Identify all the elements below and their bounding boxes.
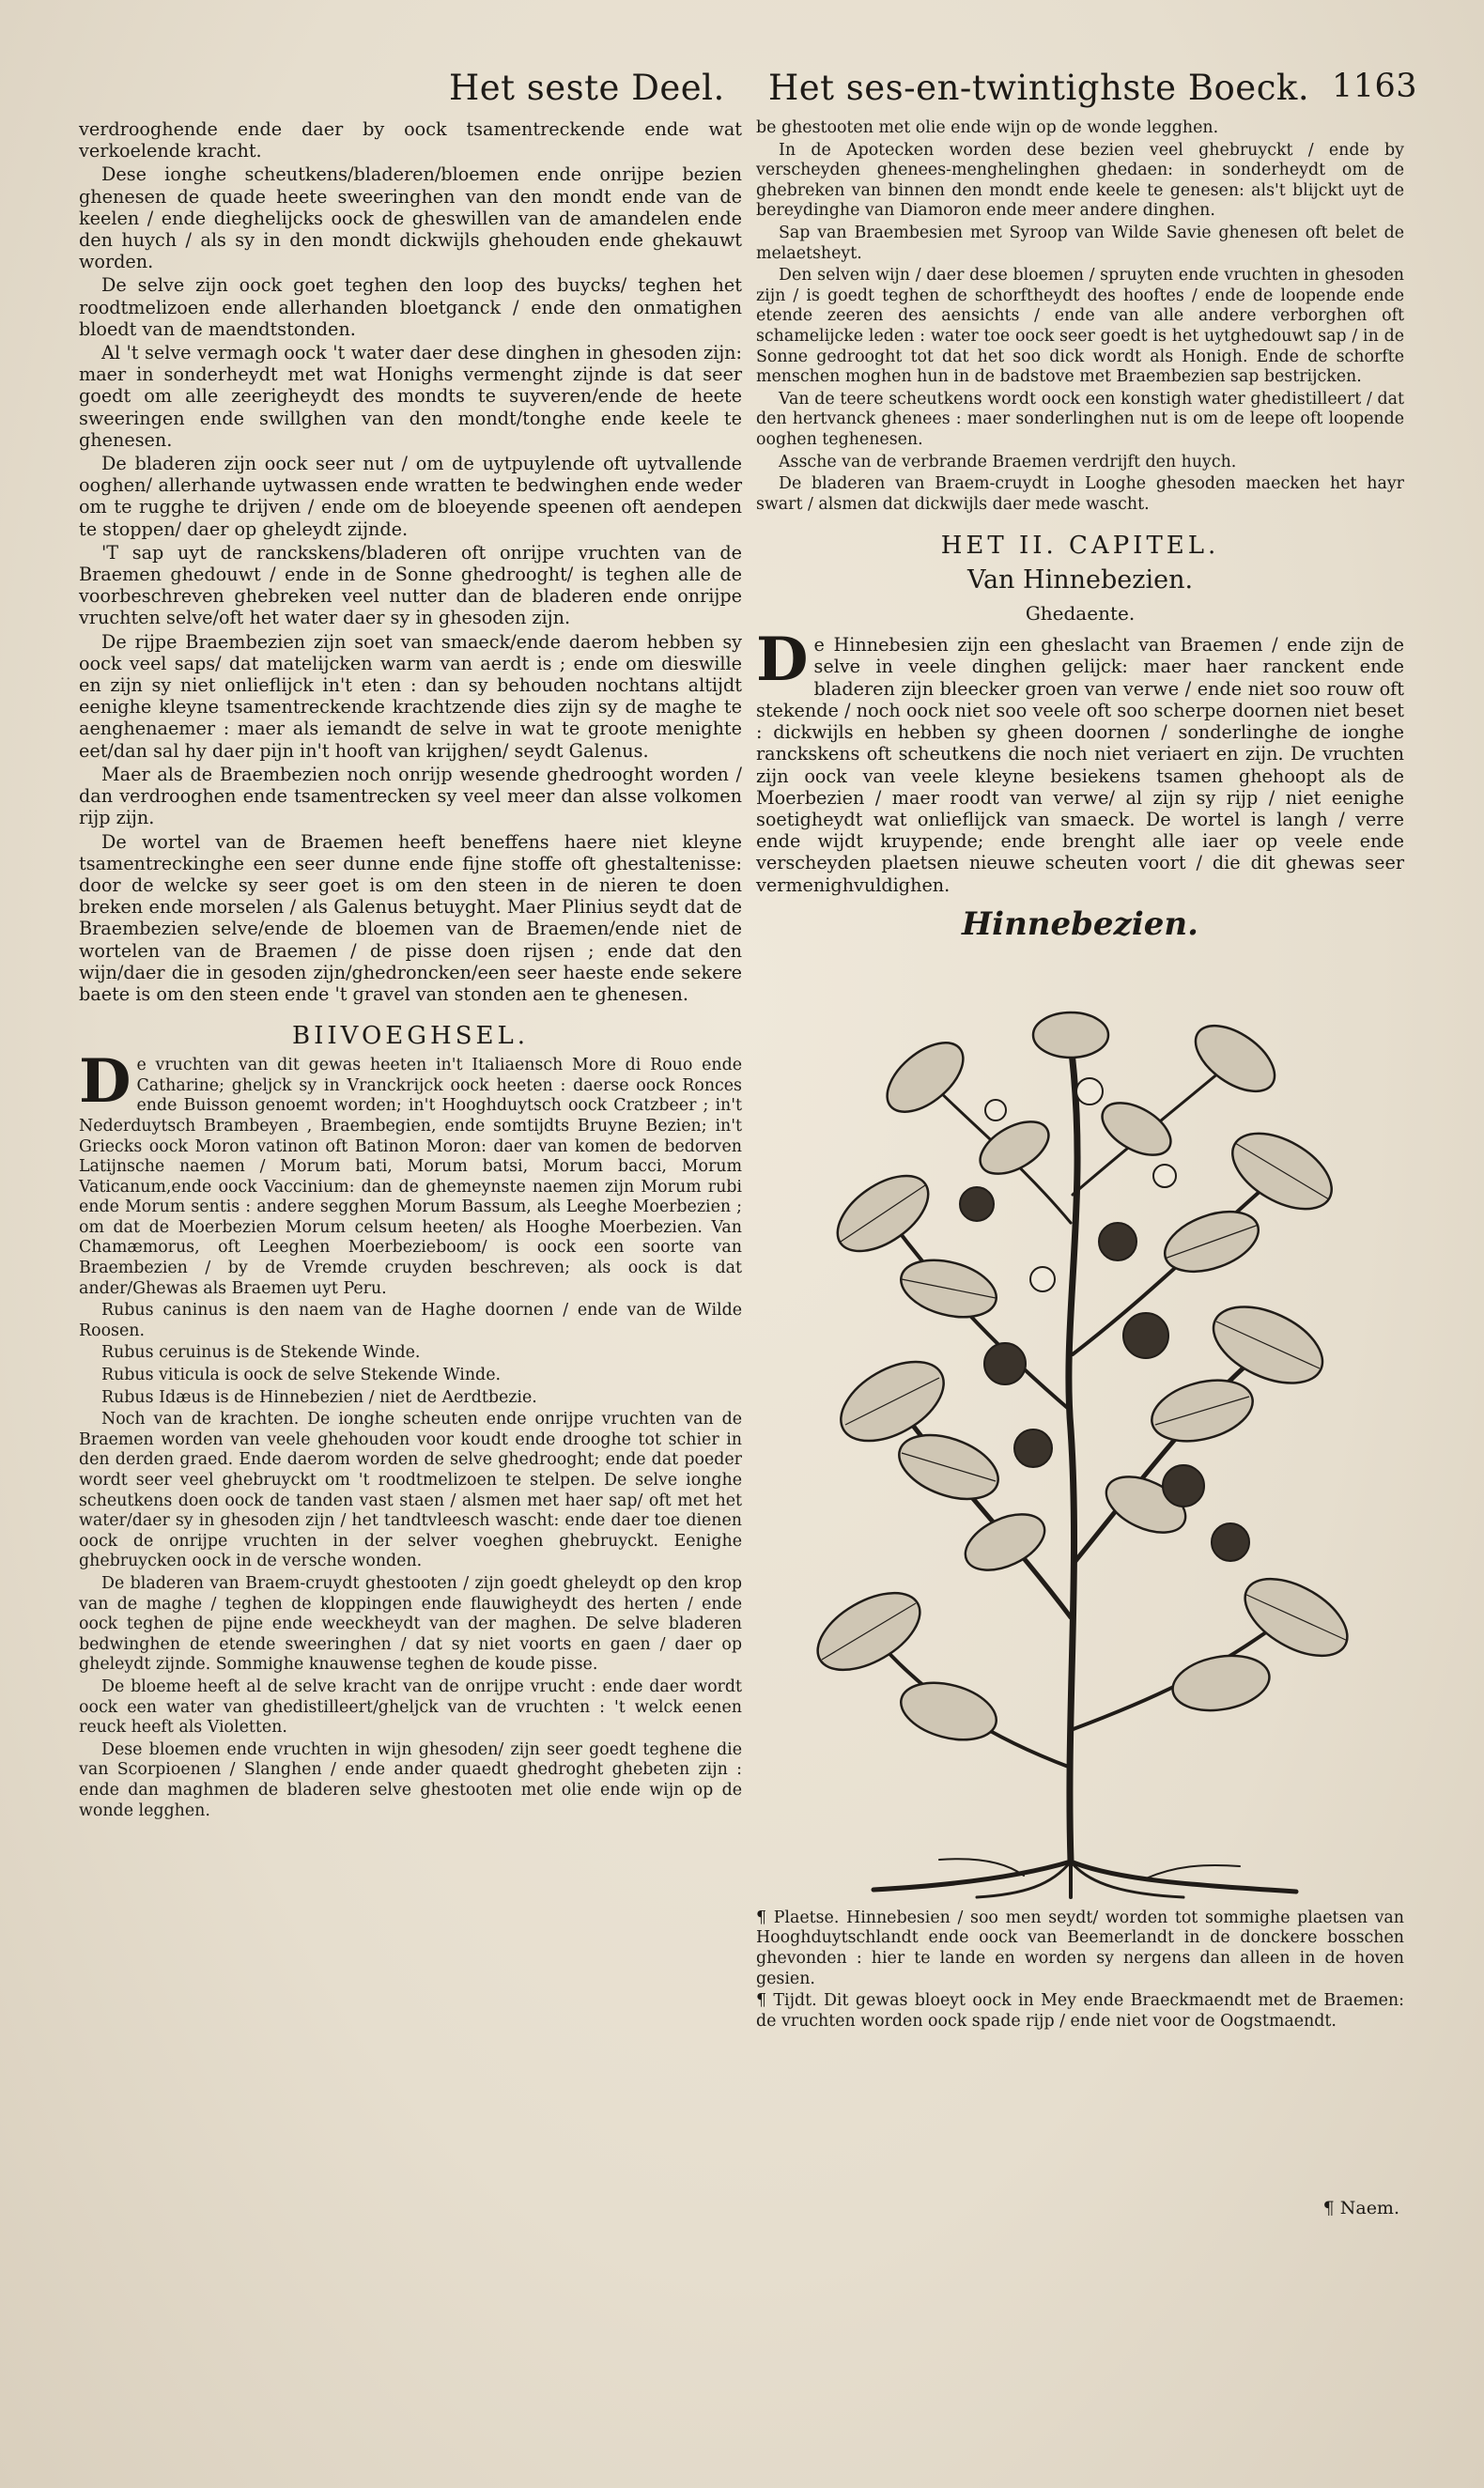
- additions: [79, 1046, 742, 1821]
- paragraph: Assche van de verbrande Braemen verdrijft den huych.: [779, 452, 1237, 471]
- paragraph: De bloeme heeft al de selve kracht van de onrijpe vrucht : ende daer wordt oock een water van ghedistilleert/gheljck van de vruchten : 't welck eenen reuck heeft als Violetten.: [79, 1677, 742, 1738]
- paragraph: De vruchten van dit gewas heeten in't Italiaensch More di Rouo ende Catharine; gheljck sy in Vranckrijck oock heeten : daerse oock Ronces ende Buisson genoemt worden; in't Hooghduytsch oock Cratzbeer ; in't Nederduytsch Brambeyen , Braembegien, ende somtijdts Bruyne Bezien; in't Griecks oock Moron vatinon oft Batinon Moron: daer van komen de bedorven Latijnsche naemen / Morum bati, Morum batsi, Morum bacci, Morum Vaticanum,ende oock Vaccinium: dan de ghemeynste naemen zijn Morum rubi ende Morum sentis : andere segghen Morum Bassum, als Leeghe Moerbezien ; om dat de Moerbezien Morum celsum heeten/ als Hooghe Moerbezien. Van Chamæmorus, oft Leeghen Moerbezieboom/ is oock een soorte van Braembezien / by de Vremde cruyden beschreven; als oock is dat ander/Ghewas als Braemen uyt Peru.: [79, 1046, 742, 1298]
- paragraph: be ghestooten met olie ende wijn op de wonde legghen.: [756, 118, 1219, 137]
- chapter-heading: HET II. CAPITEL.: [940, 532, 1220, 561]
- chapter-text: De Hinnebesien zijn een gheslacht van Braemen / ende zijn de selve in veele dinghen gelijck: maer haer ranckent ende bladeren zijn bleecker groen van verwe / ende niet soo rouw oft stekende / noch oock niet soo veele oft soo scherpe doornen niet beset : dickwijls en hebben sy gheen doornen / sonderlinghe de ionghe ranckskens oft scheutkens die noch niet veriaert en zijn. De vruchten zijn oock van veele kleyne besiekens tsamen ghehoopt als de Moerbezien / maer roodt van verwe/ al zijn sy rijp / niet eenighe soetigheydt wat onlieflijck van smaeck. De wortel is langh / verre ende wijdt kruypende; ende brenght alle iaer op veele ende verscheyden plaetsen nieuwe scheuten voort / die dit ghewas seer vermenighvuldighen.: [756, 625, 1404, 896]
- running-head-center: Het ses-en-twintighste Boeck.: [768, 68, 1310, 108]
- paragraph: Noch van de krachten. De ionghe scheuten ende onrijpe vruchten van de Braemen worden van veele ghehouden voor koudt ende drooghe tot schier in den derden graed. Ende daerom worden de selve ghedrooght; ende dat poeder wordt seer veel ghebruyckt om 't roodtmelizoen te stelpen. De selve ionghe scheutkens doen oock de tanden vast staen / alsmen met haer sap/ oft met het water/daer sy in ghesoden zijn / het tandtvleesch wascht: ende daer toe dienen oock de onrijpe vruchten in der selver voeghen ghebruyckt. Eenighe ghebruycken oock in de versche wonden.: [79, 1410, 742, 1571]
- paragraph: De bladeren van Braem-cruydt in Looghe ghesoden maecken het hayr swart / alsmen dat dickwijls daer mede wascht.: [756, 474, 1404, 514]
- plate-title: Hinnebezien.: [962, 904, 1198, 943]
- paragraph: Al 't selve vermagh oock 't water daer dese dinghen in ghesoden zijn: maer in sonderheydt met wat Honighs vermenght zijnde is dat seer goedt om alle zeerigheydt des mondts te suyveren/ende de heete sweeringen ende swillghen van den mondt/tonghe ende keele te ghenesen.: [79, 342, 742, 451]
- paragraph: Sap van Braembesien met Syroop van Wilde Savie ghenesen oft belet de melaetsheyt.: [756, 223, 1404, 263]
- paragraph: De bladeren zijn oock seer nut / om de uytpuylende oft uytvallende ooghen/ allerhande uytwassen ende wratten te bedwinghen ende weder om te rugghe te drijven / ende om de bloeyende speenen oft aendepen te stoppen/ daer op gheleydt zijnde.: [79, 453, 742, 540]
- paragraph: ¶ Tijdt. Dit gewas bloeyt oock in Mey ende Braeckmaendt met de Braemen: de vruchten worden oock spade rijp / ende niet voor de Oogstmaendt.: [756, 1991, 1404, 2031]
- paragraph: De rijpe Braembezien zijn soet van smaeck/ende daerom hebben sy oock veel saps/ dat matelijcken warm van aerdt is ; ende om dieswille en zijn sy niet onlieflijck in't eten : dan sy behouden nochtans altijdt eenighe kleyne tsamentreckende krachtzende dies zijn sy de maghe te aenghenaemer : maer als iemandt de selve in wat te groote menighte eet/dan sal hy daer pijn in't hooft van krijghen/ seydt Galenus.: [79, 630, 742, 762]
- right-column: [756, 118, 1404, 2033]
- right-intro: [756, 118, 1404, 515]
- paragraph: In de Apotecken worden dese bezien veel ghebruyckt / ende by verscheyden ghenees-menghelinghen ghedaen: in sonderheydt om de ghebreken van binnen den mondt ende keele te genesen: als't blijckt uyt de bereydinghe van Diamoron ende meer andere dinghen.: [756, 140, 1404, 221]
- catchword: ¶ Naem.: [1322, 2198, 1399, 2218]
- paragraph: Rubus caninus is den naem van de Haghe doornen / ende van de Wilde Roosen.: [79, 1301, 742, 1340]
- paragraph: Rubus Idæus is de Hinnebezien / niet de Aerdtbezie.: [101, 1387, 537, 1407]
- paragraph: 'T sap uyt de ranckskens/bladeren oft onrijpe vruchten van de Braemen ghedouwt / ende in de Sonne ghedrooght/ is teghen alle de voorbeschreven ghebreken veel nutter dan de bladeren ende onrijpe vruchten selve/oft het water daer sy in ghesoden zijn.: [79, 541, 742, 629]
- paragraph: Van de teere scheutkens wordt oock een konstigh water ghedistilleert / dat den hertvanck ghenees : maer sonderlinghen nut is om de leepe oft loopende ooghen teghenesen.: [756, 389, 1404, 449]
- description-heading: Ghedaente.: [1025, 602, 1136, 626]
- page-number: 1163: [1332, 68, 1418, 105]
- paragraph: Maer als de Braembezien noch onrijp wesende ghedrooght worden / dan verdrooghen ende tsamentrecken sy veel meer dan alsse volkomen rijp zijn.: [79, 763, 742, 829]
- raspberry-woodcut-illustration: [789, 960, 1371, 1899]
- chapter-title: Van Hinnebezien.: [966, 565, 1194, 595]
- paragraph: De wortel van de Braemen heeft beneffens haere niet kleyne tsamentreckinghe een seer dunne ende fijne stoffe oft ghestaltenisse: door de welcke sy seer goet is om den steen in de nieren te doen breken ende morselen / als Galenus betuyght. Maer Plinius seydt dat de Braembezien selve/ende de bloemen van de Braemen/ende niet de wortelen van de Braemen / de pisse doen rijsen ; ende dat den wijn/daer die in gesoden zijn/ghedroncken/een seer haeste ende sekere baete is om den steen ende 't gravel van stonden aen te ghenesen.: [79, 830, 742, 1005]
- paragraph: De bladeren van Braem-cruydt ghestooten / zijn goedt gheleydt op den krop van de maghe / teghen de kloppingen ende flauwigheydt des herten / ende oock teghen de pijne ende weeckheydt van der maghen. De selve bladeren bedwinghen de etende sweeringhen / dat sy niet voorts en gaen / daer op gheleydt zijnde. Sommighe knauwense teghen de koude pisse.: [79, 1573, 742, 1675]
- left-column: [79, 118, 742, 1823]
- paragraph: Dese ionghe scheutkens/bladeren/bloemen ende onrijpe bezien ghenesen de quade heete sweeringhen van den mondt ende van de keelen / ende dieghelijcks oock de gheswillen van de amandelen ende den huych / als sy in den mondt dickwijls ghehouden ende ghekauwt worden.: [79, 163, 742, 273]
- paragraph: Rubus viticula is oock de selve Stekende Winde.: [101, 1366, 502, 1385]
- paragraph: Rubus ceruinus is de Stekende Winde.: [101, 1343, 421, 1363]
- paragraph: De selve zijn oock goet teghen den loop des buycks/ teghen het roodtmelizoen ende allerhanden bloetganck / ende den onmatighen bloedt van de maendtstonden.: [79, 274, 742, 340]
- paragraph: Dese bloemen ende vruchten in wijn ghesoden/ zijn seer goedt teghene die van Scorpioenen / Slanghen / ende ander quaedt ghedroght ghebeten zijn : ende dan maghmen de bladeren selve ghestooten met olie ende wijn op de wonde legghen.: [79, 1739, 742, 1820]
- woodcut-svg: [789, 960, 1371, 1899]
- running-head-left: Het seste Deel.: [449, 68, 725, 108]
- after-plate: [756, 1908, 1404, 2032]
- paragraph: verdrooghende ende daer by oock tsamentreckende ende wat verkoelende kracht.: [79, 118, 742, 162]
- paragraph: ¶ Plaetse. Hinnebesien / soo men seydt/ worden tot sommighe plaetsen van Hooghduytschlandt ende oock van Beemerlandt in de donckere bosschen ghevonden : hier te lande en worden sy nergens dan alleen in de hoven gesien.: [756, 1908, 1404, 1988]
- paragraph: Den selven wijn / daer dese bloemen / spruyten ende vruchten in ghesoden zijn / is goedt teghen de schorftheydt des hooftes / ende de loopende ende etende zeeren des aensichts / ende van alle andere verborghen oft schamelijcke leden : water toe oock seer goedt is het uytghedouwt sap / in de Sonne gedrooght tot dat het soo dick wordt als Honigh. Ende de schorfte menschen moghen hun in de badstove met Braembezien sap bestrijcken.: [756, 266, 1404, 387]
- section-heading: BIIVOEGHSEL.: [291, 1022, 530, 1051]
